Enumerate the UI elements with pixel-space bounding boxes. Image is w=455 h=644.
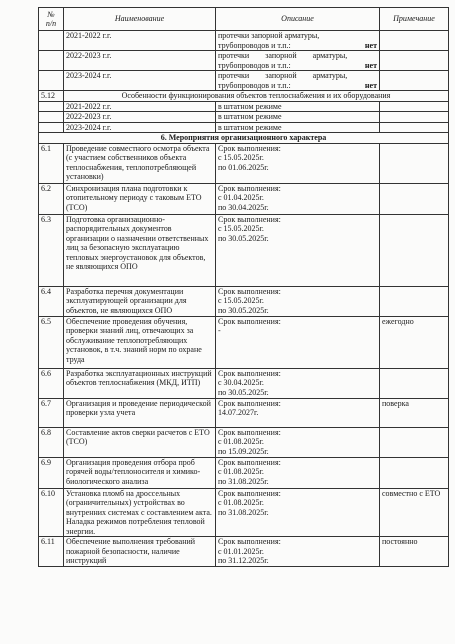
note-cell: поверка	[380, 398, 449, 427]
name-cell: Разработка эксплуатационных инструкций объектов теплоснабжения (МКД, ИТП)	[64, 368, 216, 398]
description-cell: в штатном режиме	[216, 112, 380, 123]
note-cell	[380, 457, 449, 488]
name-cell: Обеспечение проведения обучения, проверки знаний лиц, отвечающих за обслуживание теплопотребляющих установок, в т.ч. знаний норм по охране труда	[64, 316, 216, 368]
description-cell: Срок выполнения: с 15.05.2025г. по 30.05.2025г.	[216, 214, 380, 286]
row-number: 5.12	[39, 91, 64, 102]
table-row	[39, 122, 449, 133]
name-cell: Подготовка организационно-распорядительных документов организации о назначении ответственных лиц за безопасную эксплуатацию тепловых энергоустановок для объектов, не являющихся ОПО	[64, 214, 216, 286]
name-cell: Составление актов сверки расчетов с ЕТО (ТСО)	[64, 427, 216, 457]
period-cell: 2023-2024 г.г.	[64, 122, 216, 133]
table-row	[39, 112, 449, 123]
header-description: Описание	[216, 8, 380, 31]
period-cell: 2022-2023 г.г.	[64, 112, 216, 123]
table-row	[39, 143, 449, 183]
note-cell: постоянно	[380, 537, 449, 567]
row-number: 6.5	[39, 316, 64, 368]
table-row	[39, 427, 449, 457]
row-number: 6.10	[39, 488, 64, 537]
row-number: 6.9	[39, 457, 64, 488]
row-number: 6.1	[39, 143, 64, 183]
description-cell: Срок выполнения: с 01.04.2025г. по 30.04.2025г.	[216, 183, 380, 214]
table-row	[39, 537, 449, 567]
table-row	[39, 286, 449, 316]
section-title: 6. Мероприятия организационного характера	[39, 133, 449, 144]
description-cell: Срок выполнения: с 01.08.2025г. по 31.08.2025г.	[216, 488, 380, 537]
note-cell	[380, 427, 449, 457]
table-row	[39, 316, 449, 368]
name-cell: Проведение совместного осмотра объекта (с участием собственников объекта теплоснабжения, теплопотребляющей установки)	[64, 143, 216, 183]
note-cell	[380, 143, 449, 183]
table-row	[39, 488, 449, 537]
period-cell: 2021-2022 г.г.	[64, 31, 216, 51]
description-cell: протечки запорной арматуры, трубопроводов и т.п.: нет	[216, 31, 380, 51]
table-row	[39, 91, 449, 102]
description-cell: Срок выполнения: -	[216, 316, 380, 368]
note-cell: совместно с ЕТО	[380, 488, 449, 537]
period-cell: 2023-2024 г.г.	[64, 71, 216, 91]
description-cell: Срок выполнения: с 30.04.2025г. по 30.05.2025г.	[216, 368, 380, 398]
description-cell: Срок выполнения: с 15.05.2025г. по 01.06.2025г.	[216, 143, 380, 183]
subsection-title: Особенности функционирования объектов теплоснабжения и их оборудования	[64, 91, 449, 102]
table-row	[39, 101, 449, 112]
note-cell	[380, 286, 449, 316]
description-cell: Срок выполнения: с 01.08.2025г. по 15.09.2025г.	[216, 427, 380, 457]
note-cell	[380, 214, 449, 286]
note-cell	[380, 183, 449, 214]
note-cell	[380, 368, 449, 398]
row-number: 6.11	[39, 537, 64, 567]
period-cell: 2022-2023 г.г.	[64, 51, 216, 71]
header-num: № п/п	[39, 8, 64, 31]
name-cell: Организация проведения отбора проб горячей воды/теплоносителя и химико-биологического анализа	[64, 457, 216, 488]
description-cell: Срок выполнения: с 15.05.2025г. по 30.05.2025г.	[216, 286, 380, 316]
header-name: Наименование	[64, 8, 216, 31]
period-cell: 2021-2022 г.г.	[64, 101, 216, 112]
description-cell: Срок выполнения: 14.07.2027г.	[216, 398, 380, 427]
description-cell: протечки запорной арматуры, трубопроводов и т.п.: нет	[216, 71, 380, 91]
note-cell: ежегодно	[380, 316, 449, 368]
table-row	[39, 457, 449, 488]
row-number: 6.3	[39, 214, 64, 286]
table-row	[39, 214, 449, 286]
header-note: Примечание	[380, 8, 449, 31]
description-cell: в штатном режиме	[216, 101, 380, 112]
table-row	[39, 183, 449, 214]
row-number: 6.4	[39, 286, 64, 316]
name-cell: Синхронизация плана подготовки к отопительному периоду с таковым ЕТО (ТСО)	[64, 183, 216, 214]
description-cell: в штатном режиме	[216, 122, 380, 133]
table-header-row	[39, 8, 449, 31]
description-cell: Срок выполнения: с 01.08.2025г. по 31.08.2025г.	[216, 457, 380, 488]
name-cell: Обеспечение выполнения требований пожарной безопасности, наличие инструкций	[64, 537, 216, 567]
row-number: 6.6	[39, 368, 64, 398]
row-number: 6.7	[39, 398, 64, 427]
table-row	[39, 71, 449, 91]
name-cell: Установка пломб на дроссельных (ограничительных) устройствах во внутренних системах с составлением акта. Наладка режимов потребления тепловой энергии.	[64, 488, 216, 537]
row-number: 6.2	[39, 183, 64, 214]
plan-table	[38, 7, 449, 567]
description-cell: Срок выполнения: с 01.01.2025г. по 31.12.2025г.	[216, 537, 380, 567]
table-row	[39, 398, 449, 427]
name-cell: Разработка перечня документации эксплуатирующей организации для объектов, не являющихся ОПО	[64, 286, 216, 316]
table-row	[39, 368, 449, 398]
name-cell: Организация и проведение периодической проверки узла учета	[64, 398, 216, 427]
table-row	[39, 31, 449, 51]
section-row	[39, 133, 449, 144]
table-row	[39, 51, 449, 71]
description-cell: протечки запорной арматуры, трубопроводов и т.п.: нет	[216, 51, 380, 71]
row-number: 6.8	[39, 427, 64, 457]
